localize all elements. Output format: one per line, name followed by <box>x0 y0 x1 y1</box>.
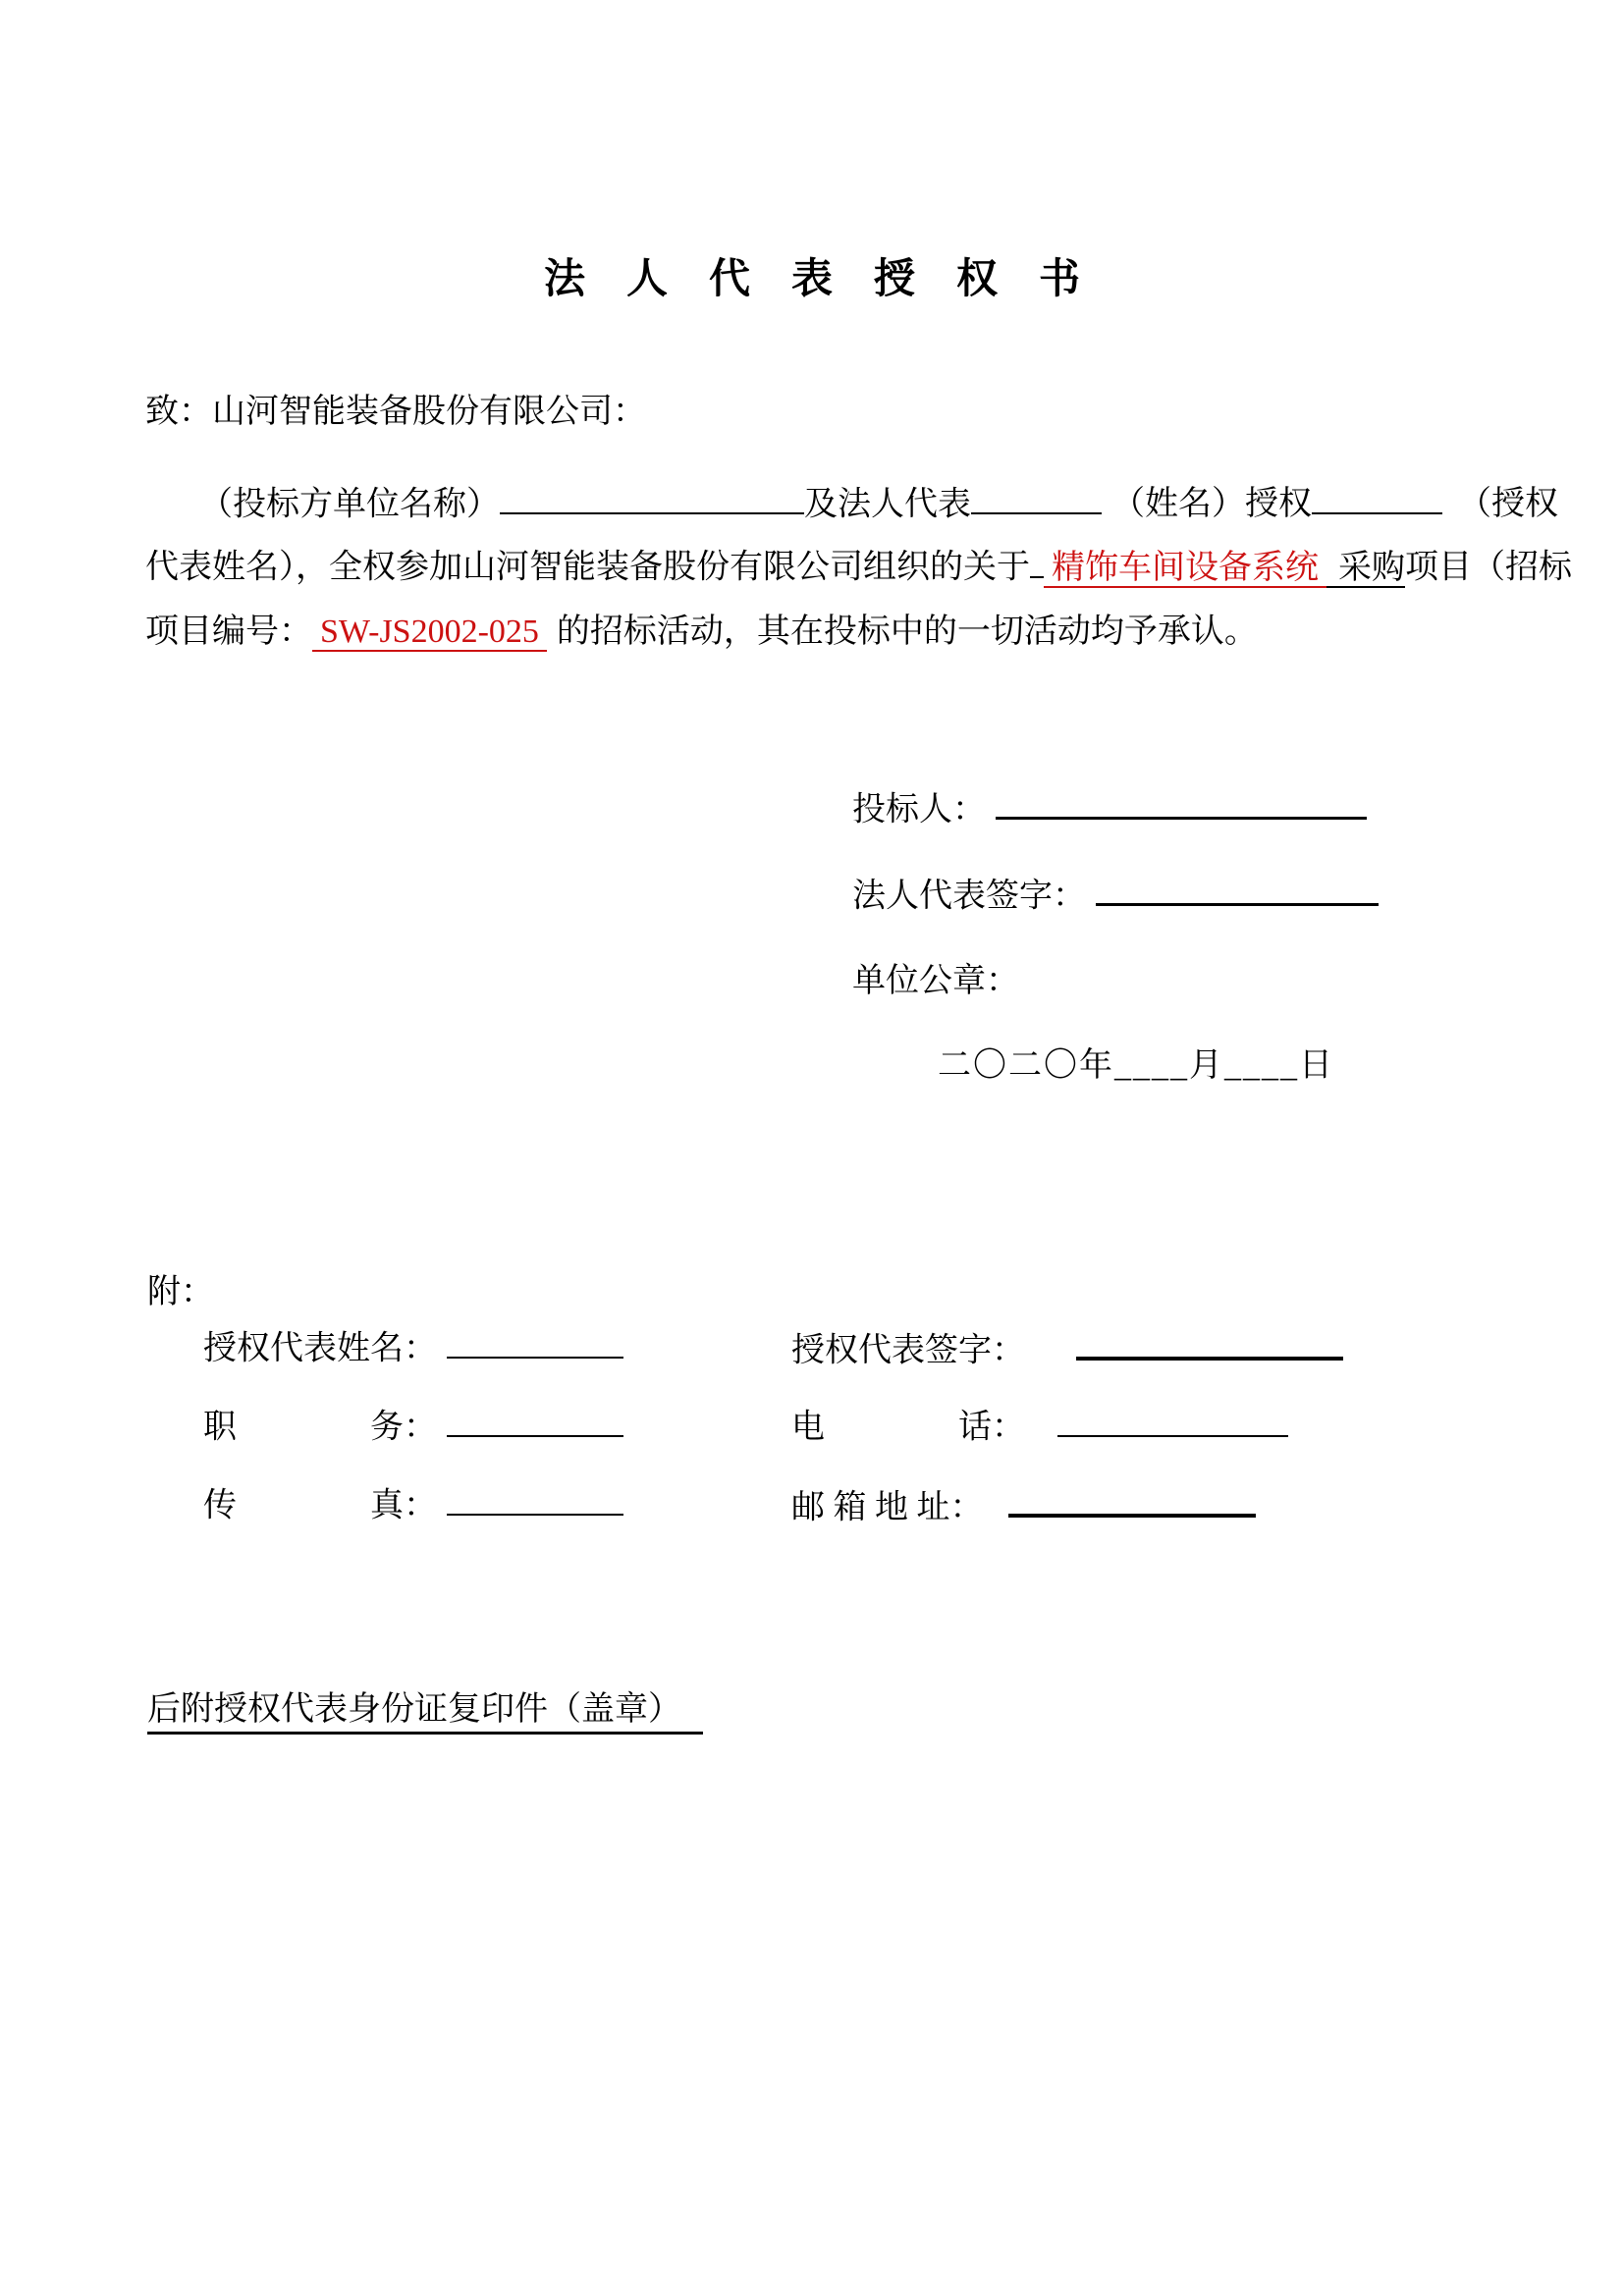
legal-rep-name-blank <box>971 481 1102 514</box>
salutation-line: 致：山河智能装备股份有限公司： <box>145 394 646 430</box>
project-name-highlight: 精饰车间设备系统 <box>1044 550 1326 588</box>
phone-label: 电 话： <box>791 1409 1025 1446</box>
auth-rep-name-blank <box>447 1325 623 1359</box>
paragraph-line-2 <box>145 546 1572 590</box>
authorized-caption-open: （授权 <box>1458 486 1558 523</box>
date-line: 二〇二〇年____月____日 <box>938 1047 1334 1084</box>
footer-note-text: 后附授权代表身份证复印件（盖章） <box>147 1691 703 1735</box>
fax-label: 传 真： <box>203 1487 437 1524</box>
bidder-blank <box>996 785 1367 820</box>
bidder-label: 投标人： <box>852 791 986 828</box>
bidder-line <box>852 785 1367 831</box>
underlined-space <box>1030 546 1044 578</box>
position-label: 职 务： <box>203 1409 437 1446</box>
bidder-company-caption: （投标方单位名称） <box>199 486 500 523</box>
and-legal-rep-text: 及法人代表 <box>804 486 971 523</box>
email-address-blank <box>1008 1482 1256 1518</box>
auth-rep-name-label: 授权代表姓名： <box>203 1330 437 1367</box>
company-seal-label: 单位公章： <box>852 963 1019 999</box>
project-code-caption: 项目编号： <box>145 614 312 650</box>
phone-blank <box>1057 1404 1288 1437</box>
legal-rep-signature-label: 法人代表签字： <box>852 878 1086 915</box>
closing-sentence: 的招标活动，其在投标中的一切活动均予承认。 <box>556 614 1258 650</box>
name-caption: （姓名）授权 <box>1111 486 1312 523</box>
paragraph-line-3 <box>145 611 1258 654</box>
page-title: 法人代表授权书 <box>543 257 1121 302</box>
authorized-name-blank <box>1312 481 1442 514</box>
legal-rep-signature-blank <box>1096 872 1379 906</box>
paragraph-body-text: 代表姓名），全权参加山河智能装备股份有限公司组织的关于 <box>145 549 1030 586</box>
email-address-label: 邮 箱 地 址： <box>791 1489 984 1526</box>
fax-blank <box>447 1482 623 1516</box>
procurement-underlined: 采购 <box>1326 550 1405 588</box>
company-seal-line <box>852 960 1019 1003</box>
paragraph-line-1 <box>145 481 1558 526</box>
attachment-row-1 <box>203 1325 1624 1370</box>
attachment-heading: 附： <box>147 1274 214 1310</box>
project-tail-text: 项目（招标 <box>1405 549 1572 586</box>
footer-note <box>147 1688 703 1732</box>
auth-rep-signature-label: 授权代表签字： <box>791 1332 1025 1369</box>
project-code-highlight: SW-JS2002-025 <box>312 614 547 652</box>
legal-rep-signature-line <box>852 872 1379 918</box>
auth-rep-signature-blank <box>1076 1325 1343 1361</box>
position-blank <box>447 1404 623 1437</box>
bidder-company-blank <box>500 481 804 514</box>
attachment-row-2 <box>203 1404 1624 1449</box>
attachment-row-3 <box>203 1482 1624 1527</box>
